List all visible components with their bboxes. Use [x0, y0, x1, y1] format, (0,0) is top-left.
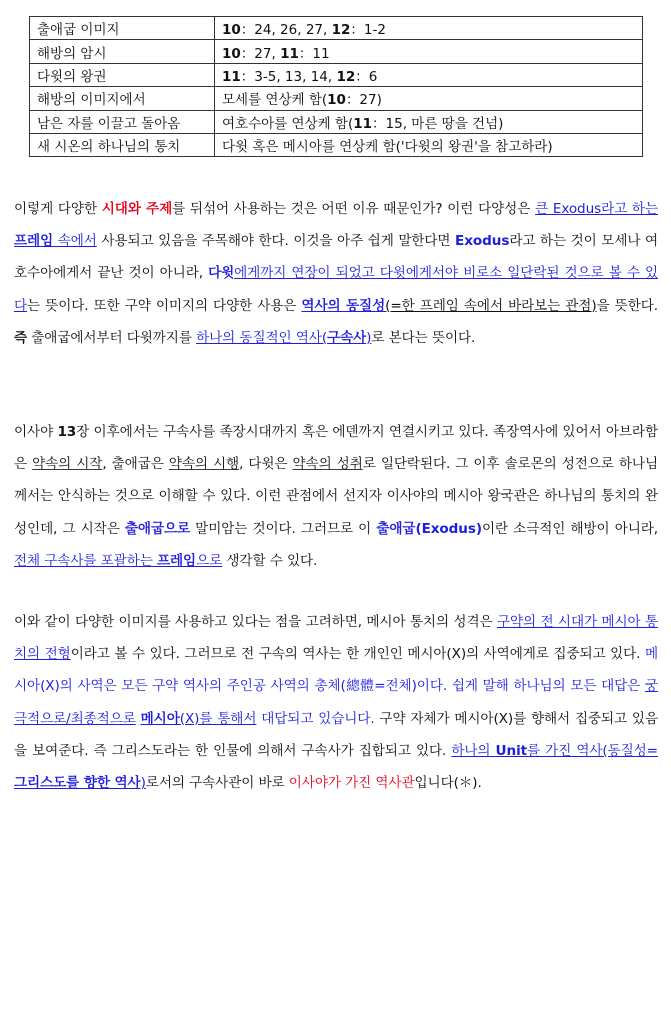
text-run: 사용되고 있음을 주목해야 한다. 이것을 아주 쉽게 말한다면: [96, 233, 456, 250]
table-row: [30, 110, 643, 133]
reference-text: 10: [222, 45, 241, 62]
theme-reference: [215, 87, 643, 110]
theme-label: 해방의 이미지에서: [30, 87, 215, 110]
reference-text: ：3-5, 13, 14,: [240, 68, 337, 85]
text-run: Exodus: [455, 233, 510, 250]
text-run: 출애굽으로: [124, 520, 191, 537]
reference-text: 11: [222, 68, 241, 85]
text-run: , 출애굽은: [102, 456, 169, 473]
text-run: , 다윗은: [239, 456, 293, 473]
table-row: [30, 40, 643, 63]
reference-text: ：27): [345, 92, 382, 109]
text-run: 약속의 성취: [292, 456, 363, 473]
text-run: 전체 구속사를 포괄하는: [14, 552, 157, 569]
text-run: 이라고 볼 수 있다. 그러므로 전 구속의 역사는 한 개인인 메시아(X)의 사역에게로 집중되고 있다.: [70, 646, 645, 663]
paragraph-2: [14, 416, 658, 577]
text-run: 입니다(＊).: [414, 775, 482, 792]
table-row: [30, 17, 643, 40]
reference-text: 12: [331, 22, 351, 39]
text-run: 이사야가 가진 역사관: [288, 775, 415, 792]
theme-reference: [215, 63, 643, 86]
reference-text: 10: [327, 92, 346, 109]
table-row: [30, 133, 643, 156]
text-run: 로서의 구속사관이 바로: [145, 775, 289, 792]
text-run: 출애굽에서부터 다윗까지를: [27, 329, 197, 346]
text-run: 출애굽(Exodus): [376, 520, 482, 537]
text-run: 를 뒤섞어 사용하는 것은 어떤 이유 때문인가? 이런 다양성은: [172, 201, 536, 217]
reference-text: ：15, 마른 땅을 건넘): [372, 115, 504, 132]
reference-text: 11: [280, 45, 299, 62]
text-run: 이렇게 다양한: [14, 201, 102, 217]
text-run: 속에서: [53, 233, 97, 250]
paragraph-1: [14, 193, 658, 354]
reference-text: ：1-2: [350, 22, 386, 39]
reference-text: 모세를 연상케 함(: [222, 92, 328, 109]
text-run: 궁극적으로/최종적으로: [14, 678, 658, 727]
theme-reference: [215, 40, 643, 63]
text-run: 메시아: [140, 710, 180, 727]
text-run: 구속사: [327, 329, 367, 346]
text-run: 를 가진 역사(동질성=: [527, 742, 658, 759]
text-run: 로 본다는 뜻이다.: [371, 329, 476, 346]
theme-reference: [215, 133, 643, 156]
image-theme-table: [29, 16, 643, 157]
theme-label: 남은 자를 이끌고 돌아옴: [30, 110, 215, 133]
paragraph-3: [14, 606, 658, 799]
text-run: 장 이후에서는 구속사를 족장시대까지 혹은 에덴까지 연결시키고 있다. 족장역사에 있어서 아브라함은: [14, 424, 658, 473]
theme-label: 새 시온의 하나님의 통치: [30, 133, 215, 156]
text-run: 대답되고 있습니다.: [256, 710, 375, 727]
reference-text: 다윗 혹은 메시아를 연상케 함('다윗의 왕권'을 참고하라): [222, 139, 553, 156]
text-run: 이와 같이 다양한 이미지를 사용하고 있다는 점을 고려하면, 메시아 통치의 성격은: [14, 614, 497, 630]
text-run: 는 뜻이다. 또한 구약 이미지의 다양한 사용은: [27, 297, 302, 314]
text-run: 구약 자체가 메시아(X)를 향해서 집중되고 있음을 보여준다. 즉 그리스도라는 한 인물에 의해서 구속사가 집합되고 있다.: [14, 710, 658, 759]
text-run: 을 뜻한다.: [596, 297, 658, 314]
text-run: (=한 프레임 속에서 바라보는 관점): [385, 297, 597, 314]
text-run: 시대와 주제: [101, 201, 173, 217]
text-run: 약속의 시행: [168, 456, 240, 473]
text-run: 큰 Exodus라고 하는: [535, 201, 658, 217]
text-run: 다윗: [208, 265, 235, 282]
theme-reference: [215, 17, 643, 40]
text-run: (X)를 통해서: [179, 710, 257, 727]
text-run: 생각할 수 있다.: [222, 552, 318, 569]
text-run: 하나의 동질적인 역사(: [196, 329, 328, 346]
text-run: ): [366, 329, 372, 346]
theme-reference: [215, 110, 643, 133]
text-run: 로 일단락된다. 그 이후 솔로몬의 성전으로 하나님께서는 안식하는 것으로 이해할 수 있다. 이런 관점에서 선지자 이사야의 메시아 왕국관은 하나님의 통치의 완성인데, 그 시작은: [14, 456, 658, 537]
text-run: 으로: [196, 552, 223, 569]
reference-text: ：11: [298, 45, 330, 62]
reference-text: ：24, 26, 27,: [240, 22, 332, 39]
reference-text: ：27,: [240, 45, 281, 62]
text-run: 하나의: [451, 742, 496, 759]
text-run: 그리스도를 향한 역사: [14, 775, 141, 792]
reference-text: 여호수아를 연상케 함(: [222, 115, 354, 132]
text-run: 이사야: [14, 424, 58, 440]
table-row: [30, 63, 643, 86]
theme-label: 해방의 암시: [30, 40, 215, 63]
text-run: ): [140, 775, 146, 792]
text-run: 프레임: [14, 233, 54, 250]
text-run: Unit: [495, 742, 528, 759]
reference-text: 10: [222, 22, 241, 39]
theme-label: 출애굽 이미지: [30, 17, 215, 40]
reference-text: ：6: [355, 68, 378, 85]
reference-text: 11: [353, 115, 373, 132]
reference-text: 12: [336, 68, 356, 85]
text-run: 13: [57, 424, 77, 440]
text-run: 즉: [14, 329, 28, 346]
text-run: 에게까지 연장이 되었고 다윗에게서야 비로소 일단락된 것으로 볼 수 있다: [14, 265, 659, 314]
text-run: 역사의 동질성: [301, 297, 386, 314]
text-run: 메시아(X)의 사역은 모든 구약 역사의 주인공 사역의 총체(總體=전체)이다. 쉽게 말해 하나님의 모든 대답은: [14, 646, 658, 695]
table-row: [30, 87, 643, 110]
text-run: 구약의 전 시대가 메시아 통치의 전형: [14, 614, 659, 663]
text-run: 프레임: [156, 552, 197, 569]
text-run: 말미암는 것이다. 그러므로 이: [190, 520, 377, 537]
text-run: 라고 하는 것이 모세나 여호수아에게서 끝난 것이 아니라,: [14, 233, 658, 282]
text-run: 약속의 시작: [32, 456, 103, 473]
text-run: 이란 소극적인 해방이 아니라,: [481, 520, 659, 537]
theme-label: 다윗의 왕권: [30, 63, 215, 86]
